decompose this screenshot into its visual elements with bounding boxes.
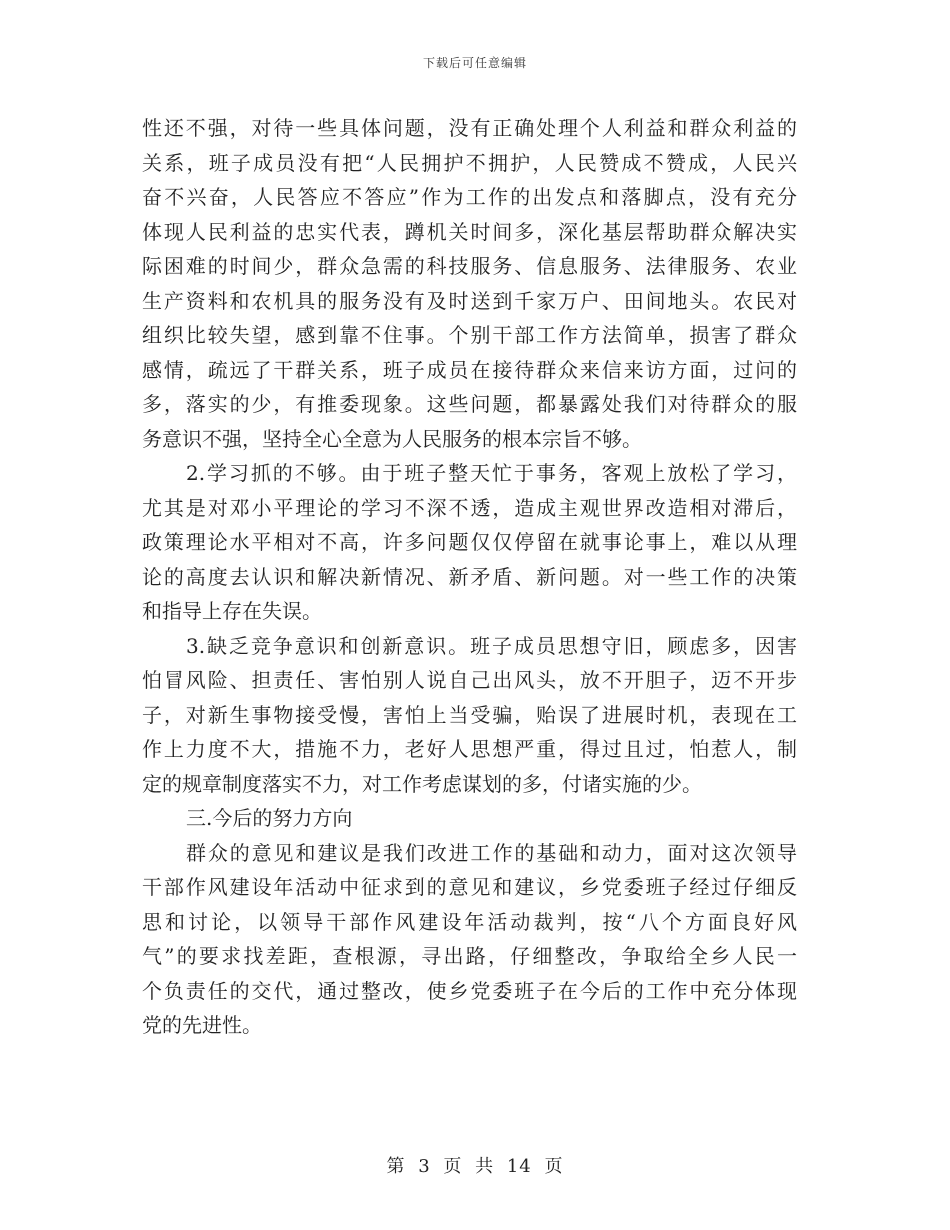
paragraph-1-line-8: 感情，疏远了干群关系，班子成员在接待群众来信来访方面，过问的	[142, 357, 797, 382]
paragraph-1-line-10: 务意识不强，坚持全心全意为人民服务的根本宗旨不够。	[142, 426, 642, 451]
paragraph-2-line-5: 和指导上存在失误。	[142, 599, 322, 623]
section-heading: 三.今后的努力方向	[186, 806, 353, 830]
paragraph-1-line-1: 性还不强，对待一些具体问题，没有正确处理个人利益和群众利益的	[142, 116, 797, 140]
paragraph-2-line-4: 论的高度去认识和解决新情况、新矛盾、新问题。对一些工作的决策	[142, 564, 797, 589]
paragraph-3-line-2: 怕冒风险、担责任、害怕别人说自己出风头，放不开胆子，迈不开步	[142, 668, 797, 692]
paragraph-5-line-2: 干部作风建设年活动中征求到的意见和建议，乡党委班子经过仔细反	[142, 875, 797, 899]
paragraph-2-line-2: 尤其是对邓小平理论的学习不深不透，造成主观世界改造相对滞后，	[142, 495, 797, 520]
paragraph-2-line-1: 2.学习抓的不够。由于班子整天忙于事务，客观上放松了学习，	[186, 461, 797, 485]
document-body	[142, 111, 797, 1043]
paragraph-3-line-5: 定的规章制度落实不力，对工作考虑谋划的多，付诸实施的少。	[142, 771, 702, 796]
paragraph-1-line-6: 生产资料和农机具的服务没有及时送到千家万户、田间地头。农民对	[142, 288, 797, 313]
paragraph-3-line-1: 3.缺乏竞争意识和创新意识。班子成员思想守旧，顾虑多，因害	[186, 633, 797, 658]
page-footer: 第 3 页 共 14 页	[386, 1156, 564, 1177]
paragraph-3-line-3: 子，对新生事物接受慢，害怕上当受骗，贻误了进展时机，表现在工	[142, 702, 797, 727]
paragraph-1-line-2: 关系，班子成员没有把“人民拥护不拥护，人民赞成不赞成，人民兴	[142, 150, 797, 175]
paragraph-1-line-9: 多，落实的少，有推委现象。这些问题，都暴露处我们对待群众的服	[142, 392, 797, 416]
paragraph-5-line-5: 个负责任的交代，通过整改，使乡党委班子在今后的工作中充分体现	[142, 978, 797, 1003]
paragraph-1-line-5: 际困难的时间少，群众急需的科技服务、信息服务、法律服务、农业	[142, 254, 797, 278]
paragraph-5-line-1: 群众的意见和建议是我们改进工作的基础和动力，面对这次领导	[186, 840, 797, 865]
paragraph-3-line-4: 作上力度不大，措施不力，老好人思想严重，得过且过，怕惹人，制	[142, 737, 797, 761]
paragraph-5-line-6: 党的先进性。	[142, 1013, 262, 1037]
paragraph-5-line-4: 气”的要求找差距，查根源，寻出路，仔细整改，争取给全乡人民一	[142, 944, 797, 968]
paragraph-1-line-4: 体现人民利益的忠实代表，蹲机关时间多，深化基层帮助群众解决实	[142, 219, 797, 244]
paragraph-2-line-3: 政策理论水平相对不高，许多问题仅仅停留在就事论事上，难以从理	[142, 530, 797, 554]
paragraph-1-line-7: 组织比较失望，感到靠不住事。个别干部工作方法简单，损害了群众	[142, 323, 797, 347]
page-header: 下载后可任意编辑	[422, 56, 527, 70]
paragraph-5-line-3: 思和讨论，以领导干部作风建设年活动裁判，按“八个方面良好风	[142, 909, 797, 934]
paragraph-1-line-3: 奋不兴奋，人民答应不答应”作为工作的出发点和落脚点，没有充分	[142, 185, 797, 209]
